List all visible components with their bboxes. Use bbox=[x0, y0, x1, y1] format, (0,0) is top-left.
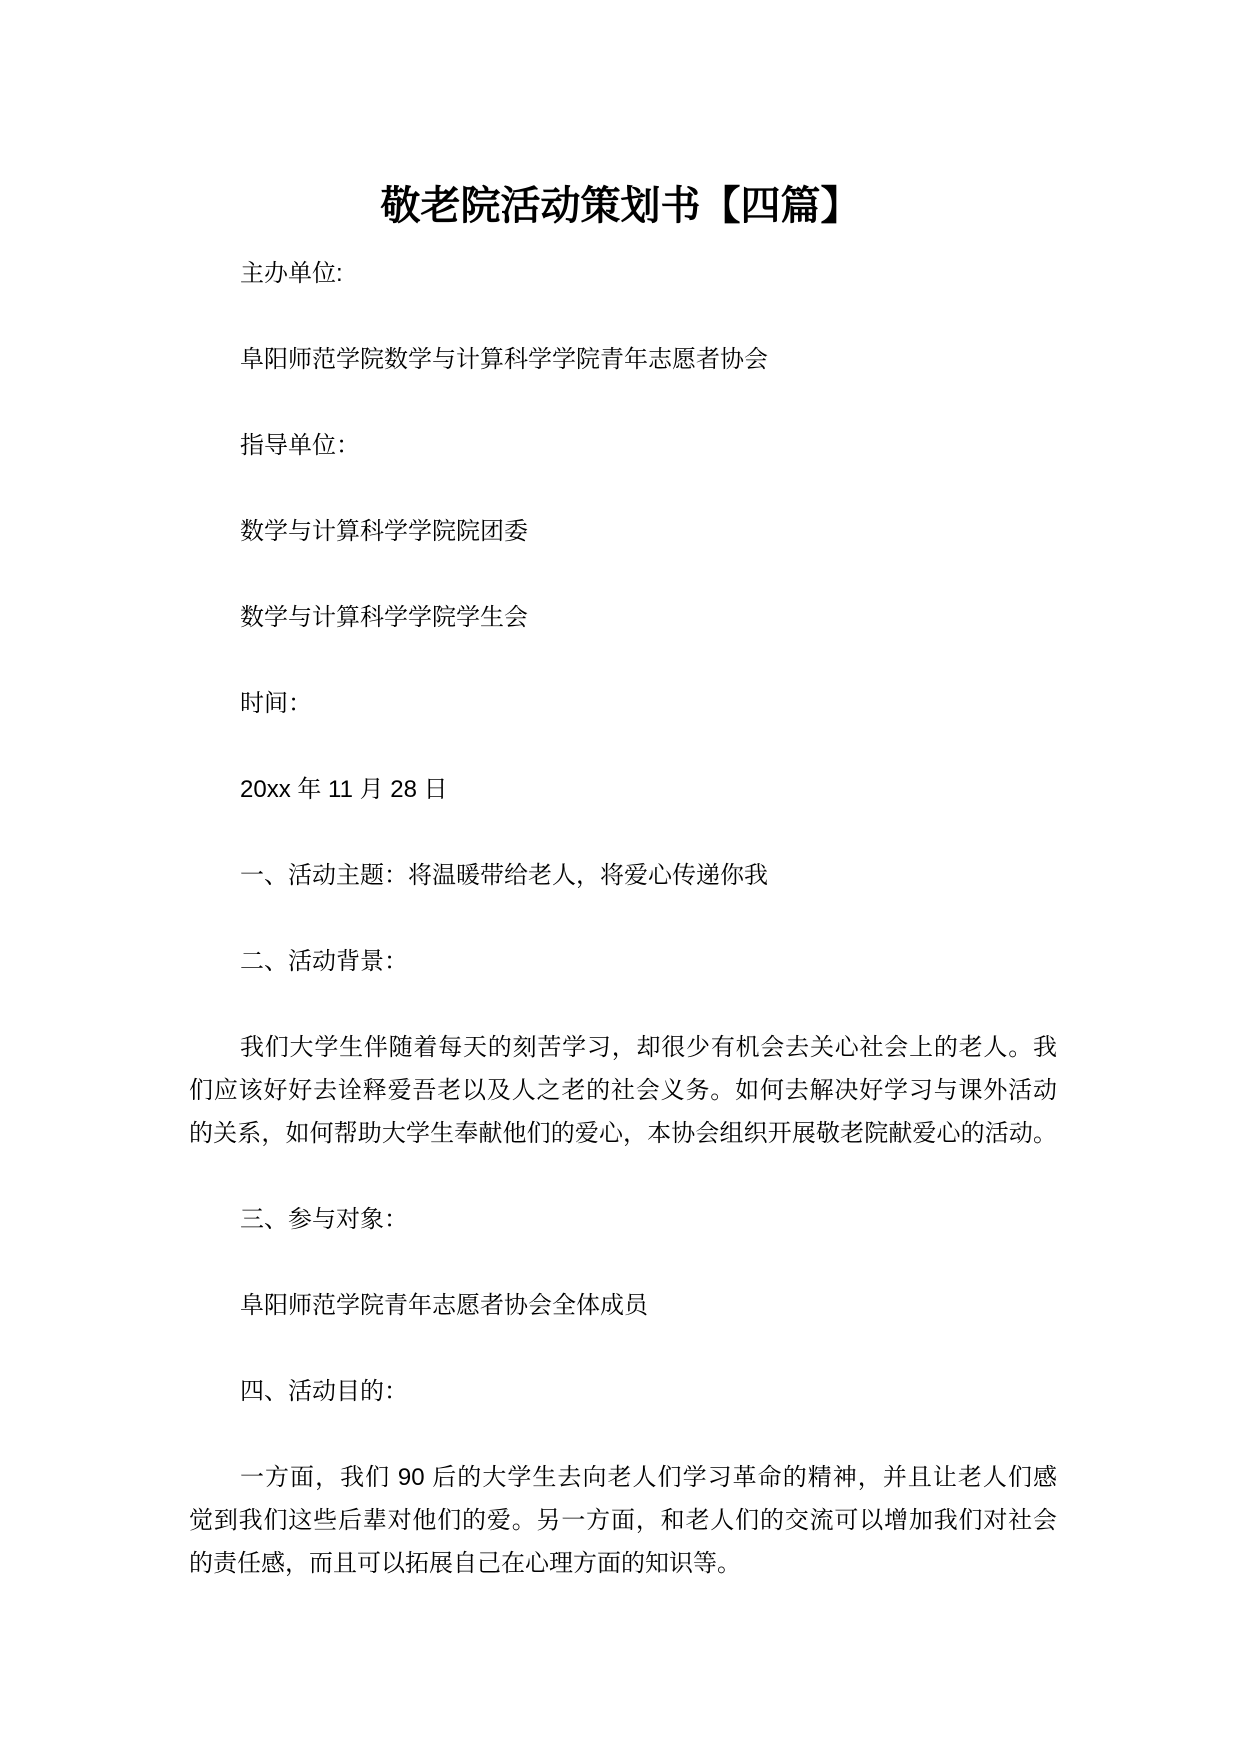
section-heading-participants: 三、参与对象： bbox=[240, 1206, 408, 1233]
document-title: 敬老院活动策划书【四篇】 bbox=[380, 184, 861, 228]
paragraph-line: 一方面，我们 90 后的大学生去向老人们学习革命的精神，并且让老人们感 bbox=[240, 1464, 1057, 1491]
participants-text: 阜阳师范学院青年志愿者协会全体成员 bbox=[240, 1292, 648, 1319]
section-heading-purpose: 四、活动目的： bbox=[240, 1378, 408, 1405]
paragraph-line: 的责任感，而且可以拓展自己在心理方面的知识等。 bbox=[189, 1550, 741, 1577]
paragraph-line: 的关系，如何帮助大学生奉献他们的爱心，本协会组织开展敬老院献爱心的活动。 bbox=[189, 1120, 1057, 1147]
paragraph-line: 觉到我们这些后辈对他们的爱。另一方面，和老人们的交流可以增加我们对社会 bbox=[189, 1507, 1057, 1534]
purpose-paragraph bbox=[189, 1456, 1057, 1585]
section-heading-theme: 一、活动主题：将温暖带给老人，将爱心传递你我 bbox=[240, 862, 768, 889]
organizer-name: 阜阳师范学院数学与计算科学学院青年志愿者协会 bbox=[240, 346, 768, 373]
paragraph-line: 们应该好好去诠释爱吾老以及人之老的社会义务。如何去解决好学习与课外活动 bbox=[189, 1077, 1057, 1104]
time-label: 时间： bbox=[240, 690, 312, 717]
event-date: 20xx 年 11 月 28 日 bbox=[240, 776, 448, 803]
paragraph-line: 我们大学生伴随着每天的刻苦学习，却很少有机会去关心社会上的老人。我 bbox=[240, 1034, 1057, 1061]
organizer-label: 主办单位: bbox=[240, 260, 343, 287]
guide-label: 指导单位： bbox=[240, 432, 360, 459]
background-paragraph bbox=[189, 1026, 1057, 1155]
guide-unit: 数学与计算科学学院学生会 bbox=[240, 604, 528, 631]
section-heading-background: 二、活动背景： bbox=[240, 948, 408, 975]
guide-unit: 数学与计算科学学院院团委 bbox=[240, 518, 528, 545]
document-body bbox=[189, 252, 1057, 1585]
